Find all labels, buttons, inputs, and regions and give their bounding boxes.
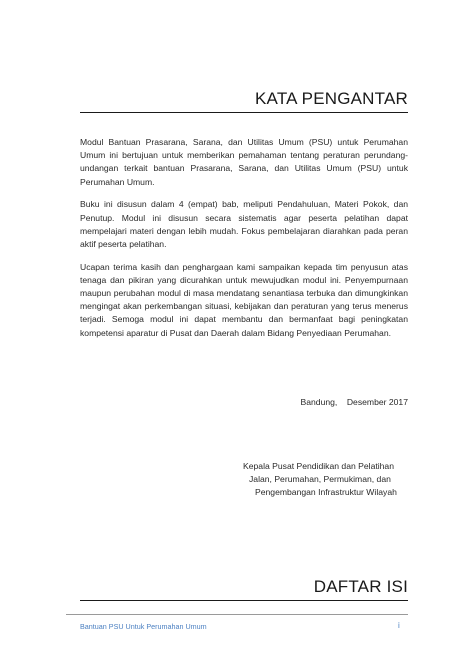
- signatory-line: Pengembangan Infrastruktur Wilayah: [255, 487, 397, 498]
- signatory-line: Kepala Pusat Pendidikan dan Pelatihan: [243, 461, 394, 471]
- preface-body: [80, 136, 408, 340]
- footer-divider: [66, 614, 408, 615]
- preface-paragraph: Ucapan terima kasih dan penghargaan kami sampaikan kepada tim penyusun atas tenaga dan pikiran yang dicurahkan untuk mewujudkan modul ini. Penyempurnaan maupun perubahan modul di masa mendatang senantiasa terbuka dan dimungkinkan mengingat akan perkembangan situasi, kebijakan dan peraturan yang terus menerus terjadi. Semoga modul ini dapat membantu dan bermanfaat bagi peningkatan kompetensi aparatur di Pusat dan Daerah dalam Bidang Penyediaan Perumahan.: [80, 261, 408, 338]
- preface-paragraph: Buku ini disusun dalam 4 (empat) bab, meliputi Pendahuluan, Materi Pokok, dan Penutup. Modul ini disusun secara sistematis agar peserta pelatihan dapat mempelajari materi dengan lebih mudah. Fokus pembelajaran diarahkan pada peran aktif peserta pelatihan.: [80, 199, 408, 249]
- footer-text: Bantuan PSU Untuk Perumahan Umum: [80, 622, 207, 631]
- title-underline: [80, 112, 408, 113]
- next-section-underline: [80, 600, 408, 601]
- next-section-title: DAFTAR ISI: [313, 577, 408, 596]
- preface-paragraph: Modul Bantuan Prasarana, Sarana, dan Utilitas Umum (PSU) untuk Perumahan Umum ini bertujuan untuk memberikan pemahaman tentang peraturan perundang-undangan terkait bantuan Prasarana, Sarana, dan Utilitas Umum (PSU) untuk Perumahan Umum.: [80, 137, 408, 187]
- place-date: Bandung, Desember 2017: [300, 397, 408, 407]
- page-number: i: [398, 621, 400, 630]
- signatory-block: [243, 460, 397, 500]
- signatory-line: Jalan, Perumahan, Permukiman, dan: [249, 474, 391, 485]
- page-title: KATA PENGANTAR: [255, 89, 408, 108]
